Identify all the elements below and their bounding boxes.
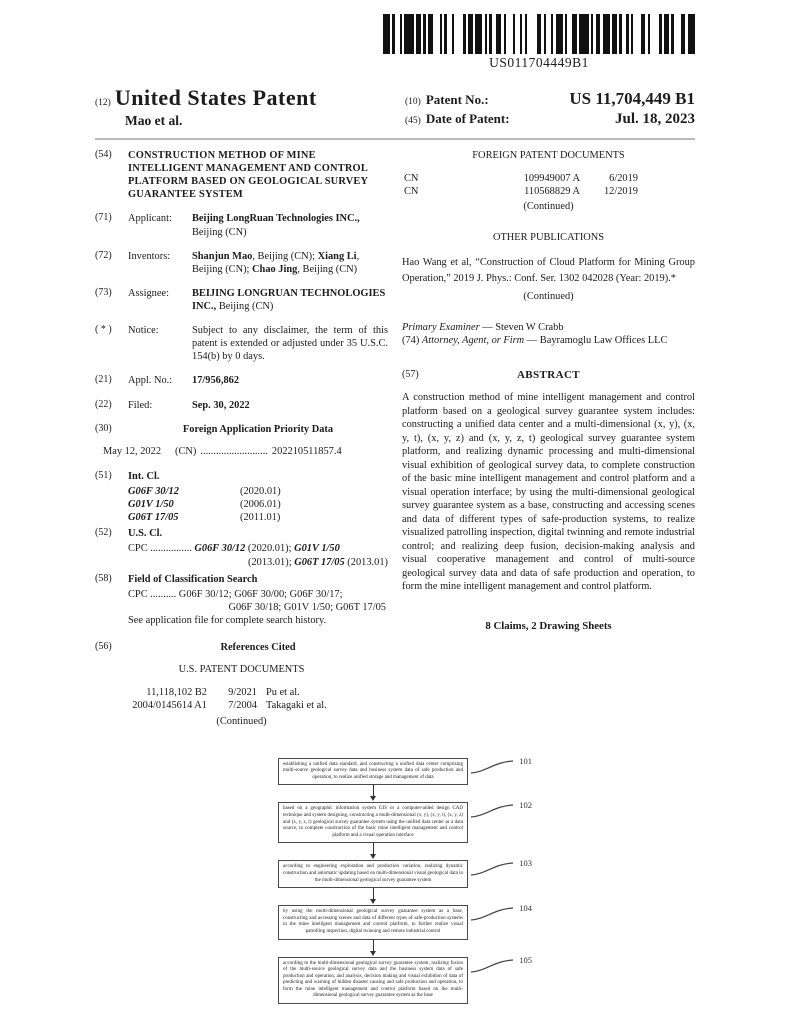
field-58-search: (58) Field of Classification Search — [95, 572, 258, 585]
header-right — [405, 85, 695, 130]
step-ref-label: 101 — [519, 755, 532, 766]
other-publications-heading: OTHER PUBLICATIONS — [492, 232, 605, 244]
patent-authors: Mao et al. — [125, 113, 183, 128]
field-52-uscl: (52) U.S. Cl. — [95, 527, 163, 540]
header-divider — [95, 138, 695, 140]
flowchart-box: according to the multi-dimensional geological survey guarantee system, realizing fusion of the multi-source geological survey data and the business system data of safe production and operation, and analysis, decision making and visual exhibition of data of predicting and warning of hidden disaster causing and safe production and operation, to form the mine intelligent management and control platform based on the multi-dimensional geological survey guarantee system as the base — [278, 957, 468, 1005]
field-notice: ( * ) Notice: Subject to any disclaimer, the term of this patent is extended or adjusted under 35 U.S.C. 154(b) by 0 days. — [95, 324, 388, 363]
attorney-line: (74) Attorney, Agent, or Firm — Bayramoglu Law Offices LLC — [402, 335, 668, 347]
field-71-applicant: (71) Applicant: Beijing LongRuan Technologies INC., Beijing (CN) — [95, 212, 360, 238]
step-ref-label: 104 — [519, 903, 532, 914]
foreign-reference-row: CN 109949007 A 6/2019 — [404, 173, 638, 185]
date-of-patent-label: Date of Patent: — [425, 111, 510, 126]
leader-line — [470, 759, 514, 775]
flowchart-box: according to engineering exploration and production variation, realizing dynamic construction and automatic updating based on multi-dimensional visual geological data in the multi-dimensional geological survey guarantee system — [278, 860, 468, 888]
reference-row: 2004/0145614 A1 7/2004 Takagaki et al. — [132, 700, 327, 712]
field-22-filed: (22) Filed: Sep. 30, 2022 — [95, 398, 250, 411]
field-72-inventors: (72) Inventors: Shanjun Mao, Beijing (CN); Xiang Li, Beijing (CN); Chao Jing, Beijing (CN) — [95, 249, 360, 275]
flowchart-box: establishing a unified data standard, and constructing a unified data center comprising multi-source geological survey data and business system data of safe production and operation, to realize unified storage and management of data — [278, 758, 468, 786]
foreign-reference-row: CN 110568829 A 12/2019 — [404, 186, 638, 198]
right-column — [402, 149, 695, 728]
field-56-references: (56) References Cited — [95, 641, 296, 654]
left-column — [95, 149, 388, 728]
us-references-table — [95, 686, 388, 712]
flowchart-box: based on a geographic information system GIS or a computer-aided design CAD technique and system designing, constructing a multi-dimensional (x, y), (x, y, t), (x, y, z) and (x, y, z, t) geological survey guarantee system using the unified data center as a data source, to complete construction of the basic mine intelligent management and control platform and a visual operation interface — [278, 802, 468, 843]
field-number-10: (10) — [405, 97, 421, 107]
down-arrow — [278, 785, 468, 802]
down-arrow — [278, 888, 468, 905]
flowchart-step-101 — [278, 755, 532, 786]
primary-examiner-line: Primary Examiner — Steven W Crabb — [402, 321, 564, 333]
drawing-flowchart — [278, 755, 532, 1004]
us-patent-docs-heading: U.S. PATENT DOCUMENTS — [178, 664, 305, 676]
step-ref-label: 102 — [519, 800, 532, 811]
patent-header — [95, 85, 695, 130]
continued-note: (Continued) — [523, 290, 574, 302]
flowchart-step-105 — [278, 954, 532, 1005]
field-73-assignee: (73) Assignee: BEIJING LONGRUAN TECHNOLOGIES INC., Beijing (CN) — [95, 286, 386, 312]
leader-line — [470, 906, 514, 922]
patent-no-label: Patent No.: — [425, 92, 489, 107]
search-lines: CPC .......... G06F 30/12; G06F 30/00; G06F 30/17; G06F 30/18; G01V 1/50; G06T 17/05 See application file for complete search history. — [128, 588, 386, 626]
priority-data-row: May 12, 2022 (CN) .......................... 202210511857.4 — [103, 445, 342, 457]
page-title: United States Patent — [114, 85, 317, 110]
continued-note: (Continued) — [216, 715, 267, 727]
patent-number: US 11,704,449 B1 — [569, 89, 695, 108]
foreign-docs-heading: FOREIGN PATENT DOCUMENTS — [472, 150, 625, 161]
field-21-appl-no: (21) Appl. No.: 17/956,862 — [95, 374, 240, 387]
abstract-text: A construction method of mine intelligent management and control platform based on a geological survey guarantee system includes: constructing a unified data center and a multi-dimensional (x, y), (x, y, t), (x, y, z) and (x, y, z, t) geological survey guarantee system platform, and realizing dynamic processing and multi-dimensional visual exhibition of geological survey data, to complete construction of the basic mine intelligent management and control platform and a visual operation interface; by using the multi-dimensional geological survey guarantee system as a base, constructing and accessing scenes and data of different types of safe-production systems, to realize visualized patrolling inspection, digital twinning and remote industrial control; and realizing deep fusion, decision-making analysis and visual cooperative management and control of multi-source geological survey data and data of safe production and operation, to form the mine intelligent management and control platform. — [402, 391, 695, 593]
flowchart-step-104 — [278, 903, 532, 939]
step-ref-label: 103 — [519, 858, 532, 869]
other-publication-text: Hao Wang et al, “Construction of Cloud Platform for Mining Group Operation,” 2019 J. Phys.: Conf. Ser. 1302 042028 (Year: 2019).* — [402, 256, 695, 284]
patent-date: Jul. 18, 2023 — [614, 111, 695, 127]
continued-note: (Continued) — [523, 201, 574, 213]
abstract-heading: ABSTRACT — [516, 369, 581, 382]
abstract-heading-row: (57) ABSTRACT — [402, 369, 695, 383]
barcode-text: US011704449B1 — [489, 55, 589, 70]
patent-front-page — [95, 0, 695, 1004]
barcode — [383, 14, 695, 54]
reference-row: 11,118,102 B2 9/2021 Pu et al. — [146, 687, 300, 699]
foreign-references-table — [402, 172, 695, 198]
field-number-45: (45) — [405, 116, 421, 126]
leader-line — [470, 861, 514, 877]
flowchart-box: by using the multi-dimensional geological survey guarantee system as a base, constructing and accessing scenes and data of different types of safe-production systems in the mine intelligent management and control platform, to further realize visual patrolling inspection, digital twinning and remote industrial control — [278, 905, 468, 939]
step-ref-label: 105 — [519, 954, 532, 965]
cpc-lines: CPC ................ G06F 30/12 (2020.01); G01V 1/50 (2013.01); G06T 17/05 (2013.01) — [128, 543, 388, 568]
field-number-12: (12) — [95, 98, 111, 108]
down-arrow — [278, 843, 468, 860]
field-51-intcl: (51) Int. Cl. — [95, 469, 160, 482]
flowchart-step-102 — [278, 800, 532, 843]
barcode-block — [383, 14, 695, 71]
field-30-heading: (30) Foreign Application Priority Data — [95, 422, 334, 435]
claims-line: 8 Claims, 2 Drawing Sheets — [485, 619, 612, 632]
intcl-table: G06F 30/12 (2020.01) G01V 1/50 (2006.01) G06T 17/05 (2011.01) — [128, 485, 281, 524]
leader-line — [470, 958, 514, 974]
invention-title: CONSTRUCTION METHOD OF MINE INTELLIGENT MANAGEMENT AND CONTROL PLATFORM BASED ON GEOLOGICAL SURVEY GUARANTEE SYSTEM — [128, 150, 368, 201]
field-54-title: (54) CONSTRUCTION METHOD OF MINE INTELLIGENT MANAGEMENT AND CONTROL PLATFORM BASED ON GEOLOGICAL SURVEY GUARANTEE SYSTEM — [95, 149, 388, 201]
leader-line — [470, 803, 514, 819]
header-left — [95, 85, 317, 130]
flowchart-step-103 — [278, 858, 532, 888]
down-arrow — [278, 940, 468, 957]
